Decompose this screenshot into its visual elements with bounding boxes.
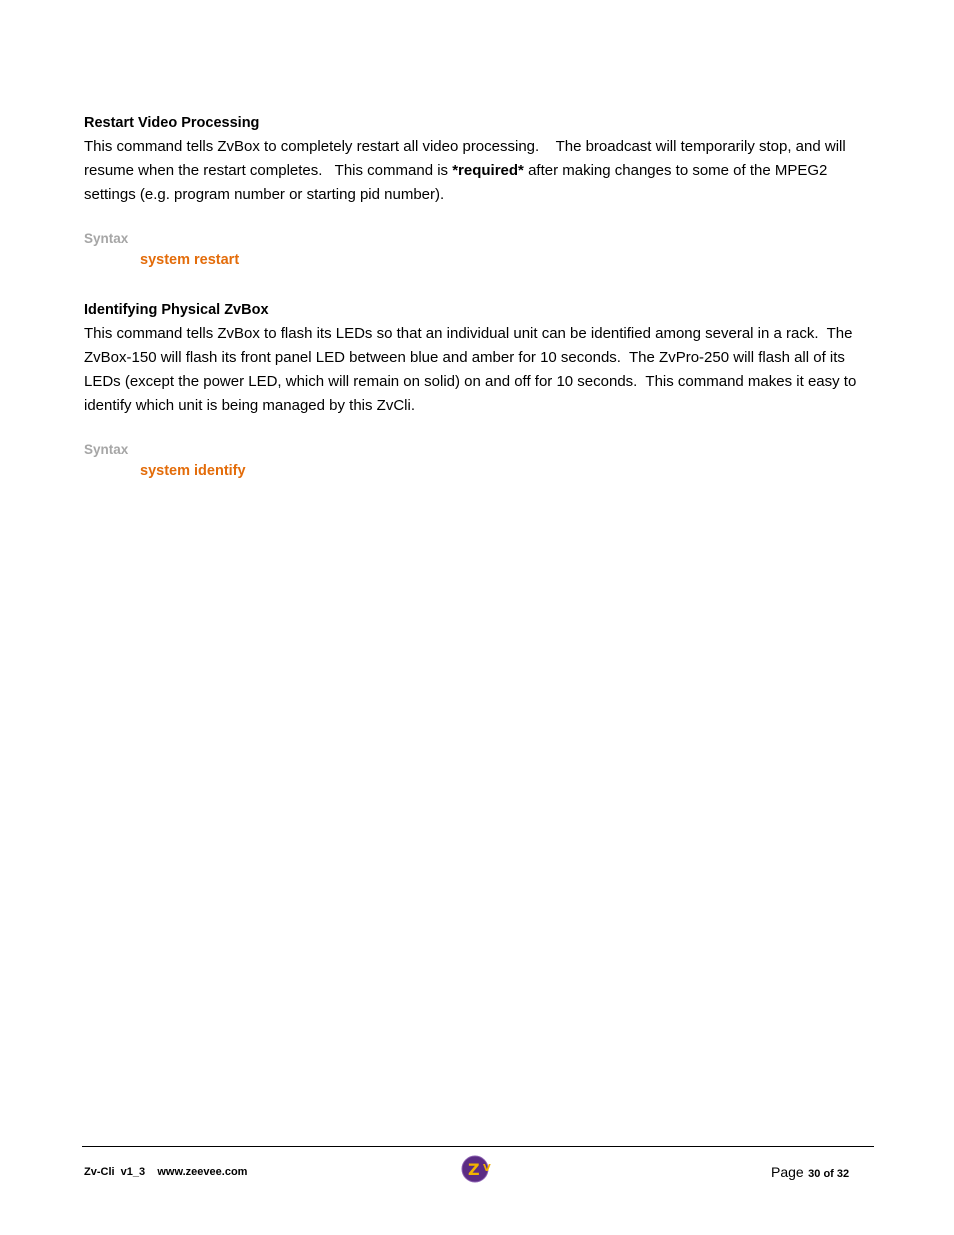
section-identifying-physical-zvbox — [84, 298, 874, 482]
svg-text:V: V — [483, 1163, 491, 1174]
body-text-part: This command tells ZvBox to completely restart all video processing. The broadcast will temporarily stop, and will resume when the restart completes. This command is — [84, 138, 850, 179]
svg-text:Z: Z — [468, 1160, 480, 1179]
page-number: 30 of 32 — [808, 1168, 850, 1180]
section-body: This command tells ZvBox to flash its LEDs so that an individual unit can be identified among several in a rack. The ZvBox-150 will flash its front panel LED between blue and amber for 10 seconds. The ZvPro-250 will flash all of its LEDs (except the power LED, which will remain on solid) on and off for 10 seconds. This command makes it easy to identify which unit is being managed by this ZvCli. — [84, 325, 861, 414]
body-text-part: after making changes to some of the MPEG2 settings (e.g. program number or starting pid number). — [84, 162, 832, 203]
body-text-emphasis: *required* — [452, 162, 524, 179]
section-body — [84, 135, 874, 207]
section-heading: Identifying Physical ZvBox — [84, 302, 269, 318]
syntax-command: system identify — [140, 463, 246, 479]
section-heading: Restart Video Processing — [84, 115, 260, 131]
footer-doc-id: Zv-Cli v1_3 www.zeevee.com — [84, 1166, 248, 1178]
syntax-label: Syntax — [84, 231, 129, 246]
syntax-command: system restart — [140, 252, 240, 268]
page-label: Page — [771, 1164, 804, 1180]
syntax-label: Syntax — [84, 442, 129, 457]
footer-page-info — [771, 1164, 849, 1182]
zeevee-logo-icon — [460, 1154, 494, 1184]
section-restart-video-processing — [84, 111, 874, 271]
footer-divider — [82, 1146, 874, 1147]
